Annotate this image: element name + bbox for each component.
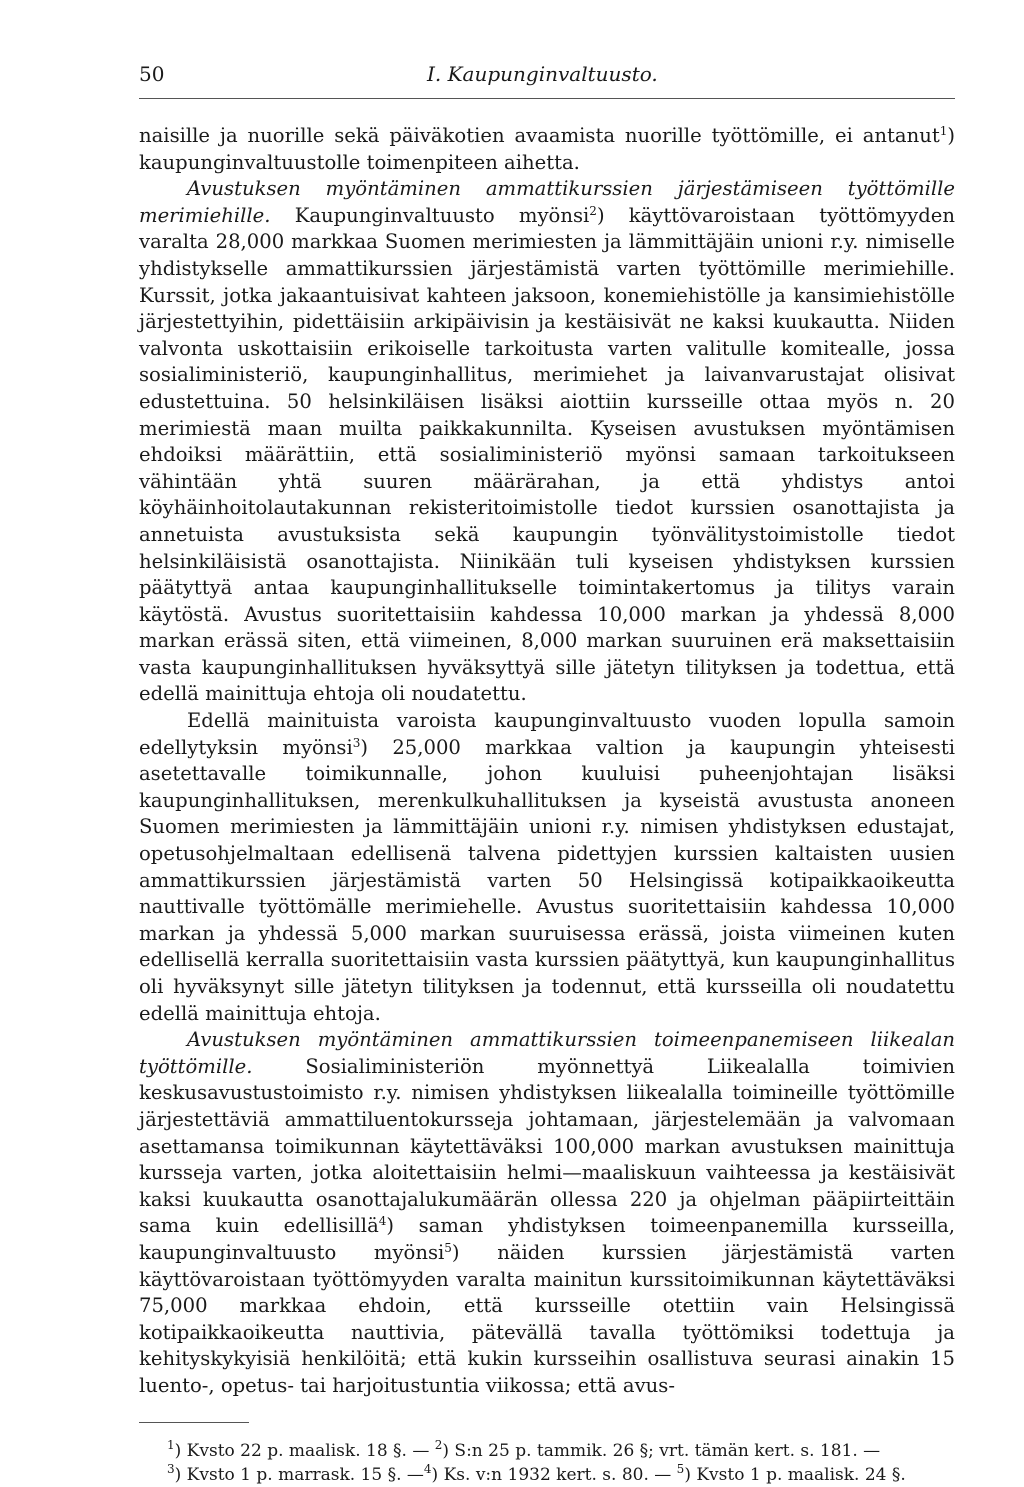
- footnote-line: [167, 1463, 955, 1487]
- page-number: 50: [139, 62, 165, 86]
- footnote-marker: 3: [167, 1461, 175, 1476]
- body-text: [139, 123, 955, 1400]
- footnote-rule: [139, 1422, 249, 1423]
- running-head: [139, 62, 955, 90]
- text-run: Sosialiministeriön myönnettyä Liikealalla toimivien keskusavustustoimisto r.y. nimisen yhdistyksen liikealalla toimineille työttömille järjestettäviä ammattiluentokursseja johtamaan, järjestelemään ja valvomaan asettamansa toimikunnan käytettäväksi 100,000 markan avustuksen mainittuja kursseja varten, jotka aloitettaisiin helmi—maaliskuun vaihteessa ja kestäisivät kaksi kuukautta osanottajalukumäärän ollessa 220 ja ohjelman pääpiirteittäin sama kuin edellisillä: [139, 1054, 955, 1238]
- paragraph: [139, 1027, 955, 1399]
- text-run: ) Kvsto 1 p. marrask. 15 §. —: [174, 1464, 424, 1485]
- text-run: Edellä mainituista varoista kaupunginvaltuusto vuoden lopulla samoin edellytyksin myönsi: [139, 709, 955, 759]
- footnote-marker: 5: [676, 1461, 685, 1476]
- header-rule: [139, 98, 955, 99]
- text-run: ) Ks. v:n 1932 kert. s. 80. —: [431, 1464, 677, 1485]
- text-run: ) 25,000 markkaa valtion ja kaupungin yhteisesti asetettavalle toimikunnalle, johon kuuluisi puheenjohtajan lisäksi kaupunginhallituksen, merenkulkuhallituksen ja kyseistä avustusta anoneen Suomen merimiesten ja lämmittäjäin unioni r.y. nimisen yhdistyksen edustajat, opetusohjelmaltaan edellisenä talvena pidettyjen kurssien kaltaisten uusien ammattikurssien järjestämistä varten 50 Helsingissä kotipaikkaoikeutta nauttivalle työttömälle merimiehelle. Avustus suoritettaisiin kahdessa 10,000 markan ja yhdessä 5,000 markan suuruisessa erässä, joista viimeinen kuten edellisellä kerralla suoritettaisiin vasta kurssien päätyttyä, kun kaupunginhallitus oli hyväksynyt sille jätetyn tilityksen ja todennut, että kursseilla oli noudatettu edellä mainittuja ehtoja.: [139, 735, 955, 1025]
- text-run: ) kaupunginvaltuustolle toimenpiteen aihetta.: [139, 124, 955, 174]
- text-run: ) saman yhdistyksen toimeenpanemilla kursseilla, kaupunginvaltuusto myönsi: [139, 1214, 955, 1264]
- text-run: ) Kvsto 1 p. maalisk. 24 §.: [684, 1464, 906, 1485]
- footnote-marker: 1: [167, 1437, 175, 1452]
- text-run: naisille ja nuorille sekä päiväkotien avaamista nuorille työttömille, ei antanut: [139, 124, 940, 147]
- text-run: ) näiden kurssien järjestämistä varten käyttövaroistaan työttömyyden varalta mainitun kurssitoimikunnan käytettäväksi 75,000 markkaa ehdoin, että kursseille otettiin vain Helsingissä kotipaikkaoikeutta nauttivia, pätevällä tavalla työttömiksi todettuja ja kehityskykyisiä henkilöitä; että kukin kursseihin osallistuva seurasi ainakin 15 luento-, opetus- tai harjoitustuntia viikossa; että avus-: [139, 1240, 955, 1397]
- footnote-line: [167, 1439, 955, 1463]
- footnote-marker: 3: [352, 735, 361, 750]
- footnote-marker: 1: [939, 124, 948, 138]
- footnote-marker: 5: [444, 1240, 452, 1255]
- section-heading: Avustuksen myöntäminen ammattikurssien järjestämiseen työttömille merimiehille.: [139, 177, 955, 227]
- footnote-marker: 2: [434, 1437, 443, 1452]
- paragraph: [139, 176, 955, 708]
- text-run: ) käyttövaroistaan työttömyyden varalta 28,000 markkaa Suomen merimiesten ja lämmittäjäin unioni r.y. nimiselle yhdistykselle ammattikurssien järjestämistä varten työttömille merimiehille. Kurssit, jotka jakaantuisivat kahteen jaksoon, konemiehistölle ja kansimiehistölle järjestettyihin, pidettäisiin arkipäivisin ja kestäisivät ne kaksi kuukautta. Niiden valvonta uskottaisiin erikoiselle tarkoitusta varten valitulle komitealle, jossa sosialiministeriö, kaupunginhallitus, merimiehet ja laivanvarustajat olisivat edustettuina. 50 helsinkiläisen lisäksi aiottiin kursseille ottaa myös n. 20 merimiestä maan muilta paikkakunnilta. Kyseisen avustuksen myöntämisen ehdoiksi määrättiin, että sosialiministeriö myönsi samaan tarkoitukseen vähintään yhtä suuren määrärahan, ja että yhdistys antoi köyhäinhoitolautakunnan rekisteritoimistolle tiedot kurssien osanottajista ja annetuista avustuksista sekä kaupungin työnvälitystoimistolle tiedot helsinkiläisistä osanottajista. Niinikään tuli kyseisen yhdistyksen kurssien päätyttyä antaa kaupunginhallitukselle toimintakertomus ja tilitys varain käytöstä. Avustus suoritettaisiin kahdessa 10,000 markan ja yhdessä 8,000 markan erässä siten, että viimeinen, 8,000 markan suuruinen erä maksettaisiin vasta kaupunginhallituksen hyväksyttyä sille jätetyn tilityksen ja todettua, että edellä mainittuja ehtoja oli noudatettu.: [139, 203, 955, 706]
- footnote-marker: 2: [589, 203, 597, 218]
- footnote-marker: 4: [423, 1461, 432, 1476]
- footnote-marker: 4: [378, 1214, 387, 1229]
- text-run: Kaupunginvaltuusto myönsi: [270, 203, 590, 227]
- section-heading: Avustuksen myöntäminen ammattikurssien toimeenpanemiseen liikealan työttömille.: [139, 1028, 955, 1078]
- text-run: ) S:n 25 p. tammik. 26 §; vrt. tämän kert. s. 181. —: [442, 1440, 881, 1461]
- footnotes: [139, 1439, 955, 1487]
- paragraph: [139, 708, 955, 1027]
- document-page: [139, 62, 955, 1487]
- paragraph: [139, 123, 955, 176]
- text-run: ) Kvsto 22 p. maalisk. 18 §. —: [174, 1440, 435, 1461]
- running-head-title: I. Kaupunginvaltuusto.: [427, 62, 658, 86]
